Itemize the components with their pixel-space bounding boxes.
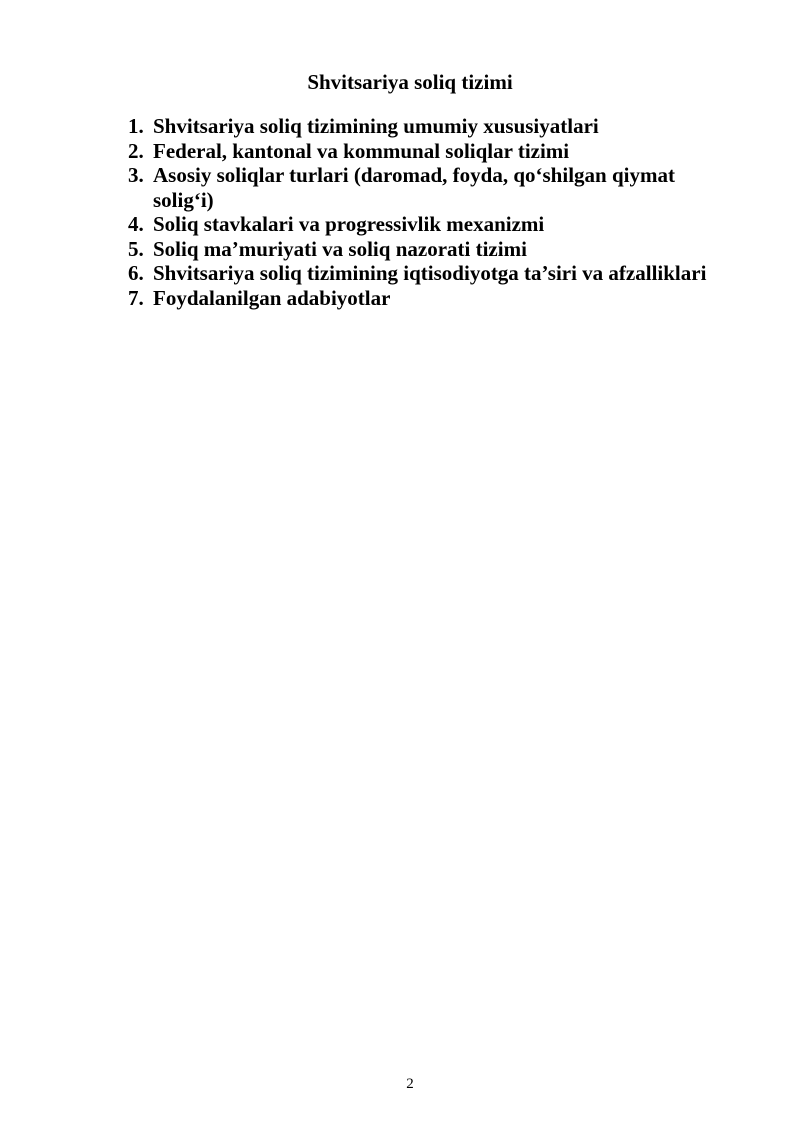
list-item-number: 7. (128, 285, 144, 310)
list-item-text: Shvitsariya soliq tizimining iqtisodiyotga ta’siri va afzalliklari (153, 261, 707, 285)
list-item (128, 261, 708, 286)
list-item-text: Foydalanilgan adabiyotlar (153, 285, 391, 310)
contents-list (128, 114, 708, 310)
list-item (128, 286, 708, 311)
list-item (128, 212, 708, 237)
list-item (128, 114, 708, 139)
list-item-text: Asosiy soliqlar turlari (daromad, foyda, qo‘shilgan qiymat solig‘i) (153, 163, 675, 212)
list-item-number: 4. (128, 212, 144, 236)
list-item (128, 237, 708, 262)
list-item-number: 3. (128, 163, 144, 187)
list-item-number: 5. (128, 236, 144, 261)
list-item-text: Soliq ma’muriyati va soliq nazorati tizimi (153, 236, 527, 261)
list-item-number: 2. (128, 138, 144, 163)
page-number: 2 (406, 1076, 414, 1092)
list-item (128, 139, 708, 164)
page-title: Shvitsariya soliq tizimi (307, 70, 513, 94)
list-item-number: 6. (128, 261, 144, 285)
list-item-number: 1. (128, 114, 144, 138)
list-item-text: Soliq stavkalari va progressivlik mexanizmi (153, 212, 545, 236)
list-item (128, 163, 708, 212)
list-item-text: Shvitsariya soliq tizimining umumiy xususiyatlari (153, 114, 599, 138)
list-item-text: Federal, kantonal va kommunal soliqlar tizimi (153, 138, 570, 163)
